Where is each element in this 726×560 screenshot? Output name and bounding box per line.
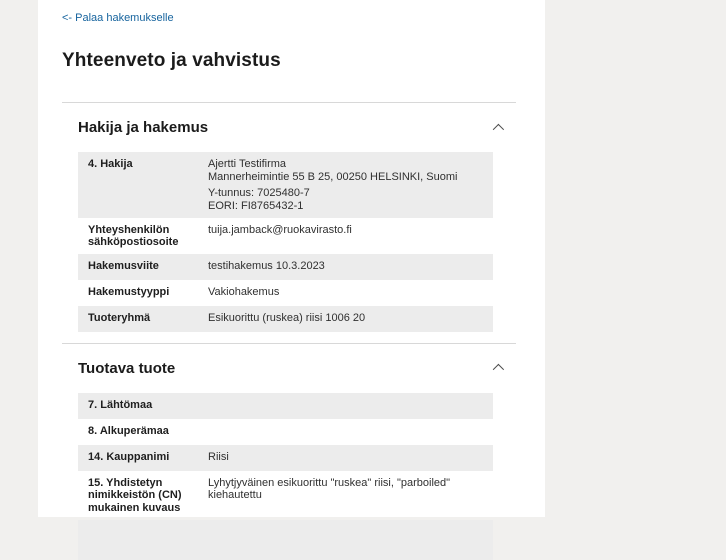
row-label: Hakemustyyppi <box>88 285 170 298</box>
row-value <box>208 398 483 414</box>
back-link[interactable]: <- Palaa hakemukselle <box>62 12 174 24</box>
section-title: Tuotava tuote <box>78 359 176 377</box>
section-title: Hakija ja hakemus <box>78 119 209 136</box>
form-section <box>62 102 516 332</box>
section-rows <box>78 152 493 332</box>
row-value: tuija.jamback@ruokavirasto.fi <box>208 223 352 236</box>
row-label <box>88 525 208 555</box>
row-label: Tuoteryhmä <box>88 311 151 324</box>
chevron-up-icon[interactable] <box>493 364 504 375</box>
row-value: Esikuorittu (ruskea) riisi 1006 20 <box>208 311 366 324</box>
summary-row <box>78 419 493 445</box>
row-label: 15. Yhdistetyn nimikkeistön (CN) mukainen kuvaus <box>88 476 182 515</box>
row-value: Vakiohakemus <box>208 285 280 298</box>
sections-container <box>62 102 516 560</box>
section-header-toggle[interactable] <box>78 344 503 377</box>
summary-row <box>78 152 493 218</box>
summary-row <box>78 306 493 332</box>
summary-row <box>78 280 493 306</box>
row-label: Hakemusviite <box>88 259 159 272</box>
row-value <box>208 525 483 555</box>
row-value: Ajertti Testifirma Mannerheimintie 55 B 25, 00250 HELSINKI, Suomi Y-tunnus: 7025480-7 EORI: FI8765432-1 <box>208 158 458 212</box>
content-column <box>38 0 545 517</box>
summary-row <box>78 254 493 280</box>
chevron-up-icon[interactable] <box>493 123 504 134</box>
summary-row <box>78 218 493 254</box>
summary-row <box>78 520 493 560</box>
section-rows <box>78 393 493 560</box>
row-label: 8. Alkuperämaa <box>88 424 169 437</box>
form-section <box>62 343 516 560</box>
section-header-toggle[interactable] <box>78 103 503 136</box>
summary-row <box>78 393 493 419</box>
row-label: 4. Hakija <box>88 158 133 170</box>
summary-row <box>78 445 493 471</box>
page-title: Yhteenveto ja vahvistus <box>62 50 281 71</box>
row-value: testihakemus 10.3.2023 <box>208 259 325 272</box>
row-label: 14. Kauppanimi <box>88 450 170 463</box>
row-value: Riisi <box>208 450 229 463</box>
row-value <box>208 424 483 440</box>
row-label: 7. Lähtömaa <box>88 398 153 411</box>
summary-row <box>78 471 493 520</box>
row-value: Lyhytjyväinen esikuorittu "ruskea" riisi, "parboiled" kiehautettu <box>208 476 451 502</box>
row-label: Yhteyshenkilön sähköpostiosoite <box>88 223 179 249</box>
